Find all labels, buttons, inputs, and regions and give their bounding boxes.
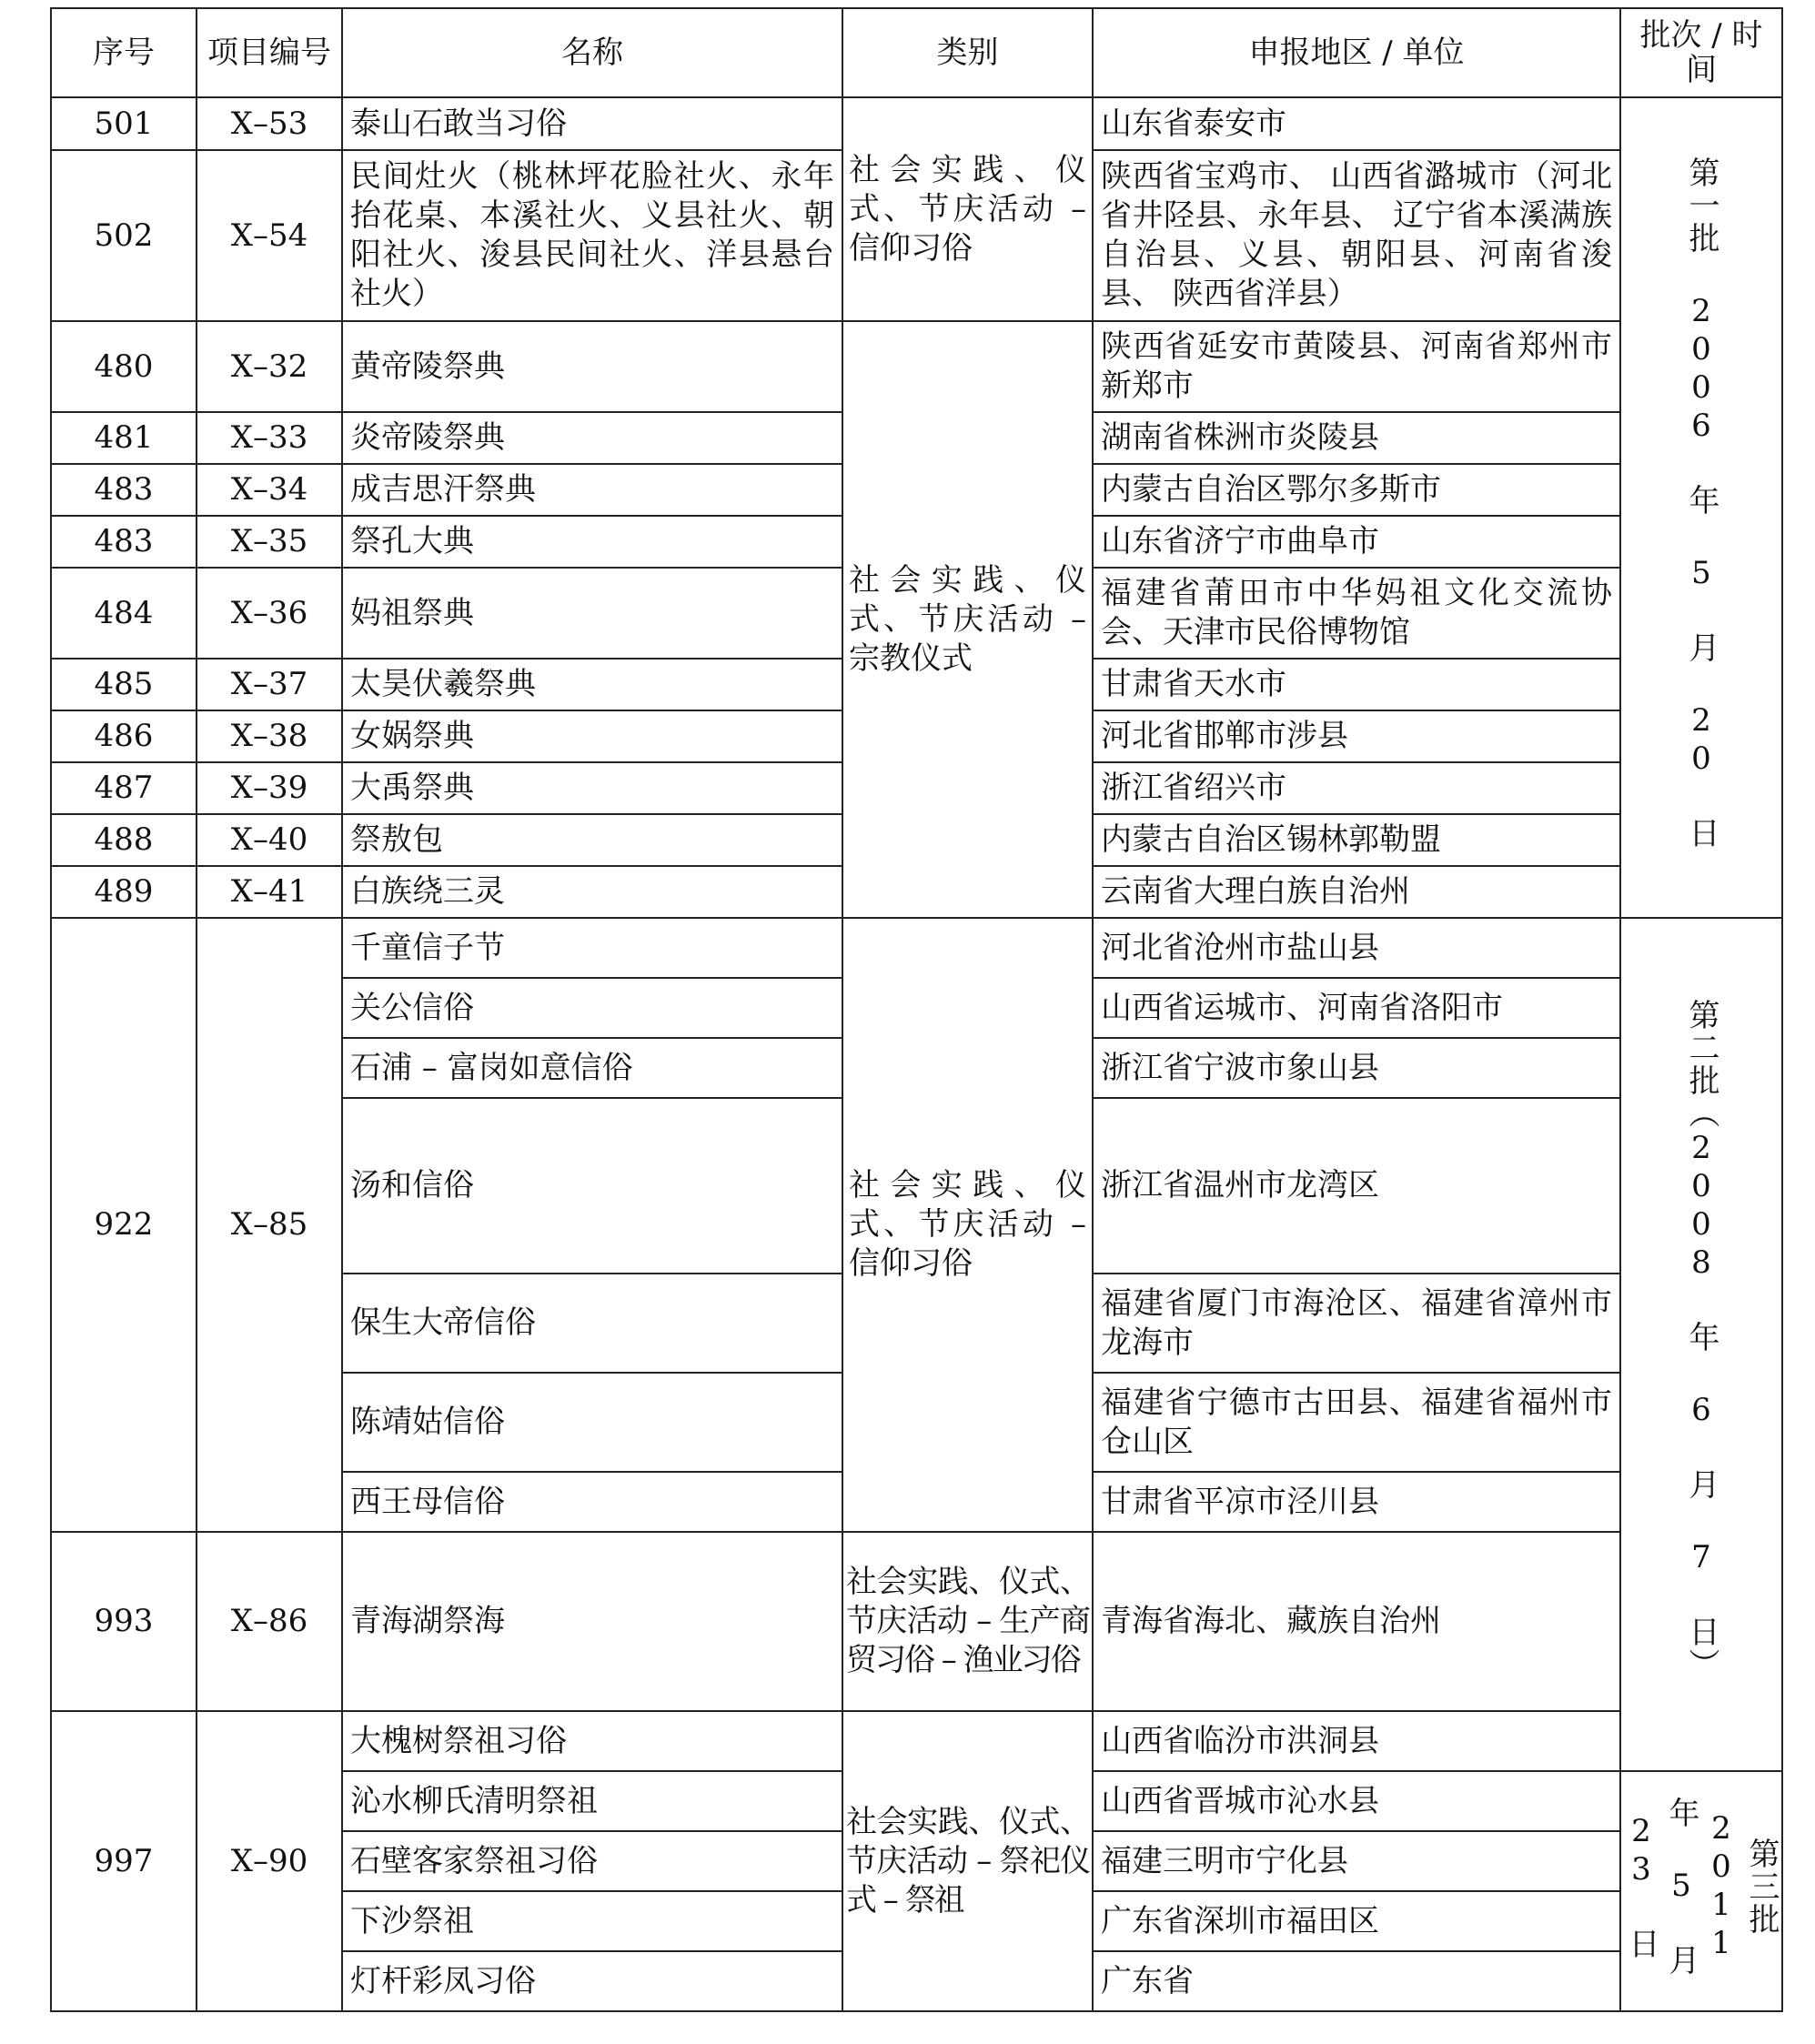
cell-batch bbox=[1620, 97, 1782, 918]
cell-region: 广东省深圳市福田区 bbox=[1093, 1891, 1620, 1951]
cell-name: 灯杆彩凤习俗 bbox=[342, 1951, 842, 2011]
cell-seq: 501 bbox=[51, 97, 197, 150]
cell-region: 湖南省株洲市炎陵县 bbox=[1093, 412, 1620, 464]
cell-region: 福建省莆田市中华妈祖文化交流协会、天津市民俗博物馆 bbox=[1093, 568, 1620, 659]
cell-name: 大禹祭典 bbox=[342, 762, 842, 814]
cell-seq: 486 bbox=[51, 710, 197, 762]
cell-region: 内蒙古自治区鄂尔多斯市 bbox=[1093, 464, 1620, 516]
cell-region: 山西省临汾市洪洞县 bbox=[1093, 1711, 1620, 1771]
cell-name: 关公信俗 bbox=[342, 978, 842, 1038]
cell-region: 云南省大理白族自治州 bbox=[1093, 866, 1620, 918]
cell-region: 福建三明市宁化县 bbox=[1093, 1831, 1620, 1891]
cell-name: 青海湖祭海 bbox=[342, 1532, 842, 1711]
cell-region: 山西省晋城市沁水县 bbox=[1093, 1771, 1620, 1831]
cell-code: X–37 bbox=[197, 659, 342, 710]
cell-code: X–90 bbox=[197, 1711, 342, 2011]
cell-code: X–38 bbox=[197, 710, 342, 762]
cell-region: 甘肃省平凉市泾川县 bbox=[1093, 1472, 1620, 1532]
cell-name: 女娲祭典 bbox=[342, 710, 842, 762]
cell-seq: 993 bbox=[51, 1532, 197, 1711]
cell-name: 石浦 – 富岗如意信俗 bbox=[342, 1038, 842, 1098]
heritage-table bbox=[50, 7, 1783, 2012]
cell-code: X–40 bbox=[197, 814, 342, 866]
cell-code: X–85 bbox=[197, 918, 342, 1532]
cell-name: 汤和信俗 bbox=[342, 1098, 842, 1274]
table-row bbox=[51, 321, 1782, 412]
cell-name: 祭敖包 bbox=[342, 814, 842, 866]
cell-name: 黄帝陵祭典 bbox=[342, 321, 842, 412]
cell-region: 广东省 bbox=[1093, 1951, 1620, 2011]
cell-region: 陕西省延安市黄陵县、河南省郑州市新郑市 bbox=[1093, 321, 1620, 412]
cell-category: 社会实践、仪式、节庆活动 – 生产商贸习俗 – 渔业习俗 bbox=[842, 1532, 1093, 1711]
cell-region: 陕西省宝鸡市、 山西省潞城市（河北省井陉县、永年县、 辽宁省本溪满族自治县、义县、朝阳县、河南省浚县、 陕西省洋县） bbox=[1093, 150, 1620, 321]
cell-region: 浙江省宁波市象山县 bbox=[1093, 1038, 1620, 1098]
cell-code: X–36 bbox=[197, 568, 342, 659]
table-row bbox=[51, 918, 1782, 978]
table-row bbox=[51, 1532, 1782, 1711]
cell-batch bbox=[1620, 1771, 1782, 2011]
header-region: 申报地区 / 单位 bbox=[1093, 8, 1620, 97]
cell-name: 大槐树祭祖习俗 bbox=[342, 1711, 842, 1771]
cell-code: X–33 bbox=[197, 412, 342, 464]
cell-region: 浙江省绍兴市 bbox=[1093, 762, 1620, 814]
cell-code: X–34 bbox=[197, 464, 342, 516]
cell-seq: 922 bbox=[51, 918, 197, 1532]
cell-name: 泰山石敢当习俗 bbox=[342, 97, 842, 150]
cell-region: 甘肃省天水市 bbox=[1093, 659, 1620, 710]
cell-seq: 483 bbox=[51, 464, 197, 516]
cell-region: 山西省运城市、河南省洛阳市 bbox=[1093, 978, 1620, 1038]
cell-code: X–53 bbox=[197, 97, 342, 150]
cell-name: 白族绕三灵 bbox=[342, 866, 842, 918]
cell-code: X–39 bbox=[197, 762, 342, 814]
cell-code: X–41 bbox=[197, 866, 342, 918]
cell-name: 陈靖姑信俗 bbox=[342, 1373, 842, 1472]
cell-name: 妈祖祭典 bbox=[342, 568, 842, 659]
cell-region: 内蒙古自治区锡林郭勒盟 bbox=[1093, 814, 1620, 866]
batch-label: 第二批（2008 年 6 月 7 日） bbox=[1683, 998, 1719, 1681]
header-batch: 批次 / 时间 bbox=[1620, 8, 1782, 97]
table-row bbox=[51, 1711, 1782, 1771]
cell-seq: 502 bbox=[51, 150, 197, 321]
table-row bbox=[51, 97, 1782, 150]
cell-seq: 997 bbox=[51, 1711, 197, 2011]
cell-code: X–32 bbox=[197, 321, 342, 412]
cell-code: X–35 bbox=[197, 516, 342, 568]
cell-region: 山东省济宁市曲阜市 bbox=[1093, 516, 1620, 568]
cell-name: 保生大帝信俗 bbox=[342, 1274, 842, 1373]
cell-region: 浙江省温州市龙湾区 bbox=[1093, 1098, 1620, 1274]
cell-name: 成吉思汗祭典 bbox=[342, 464, 842, 516]
cell-code: X–86 bbox=[197, 1532, 342, 1711]
cell-region: 山东省泰安市 bbox=[1093, 97, 1620, 150]
cell-seq: 487 bbox=[51, 762, 197, 814]
cell-name: 沁水柳氏清明祭祖 bbox=[342, 1771, 842, 1831]
cell-category: 社会实践、仪式、节庆活动 – 信仰习俗 bbox=[842, 918, 1093, 1532]
cell-name: 民间灶火（桃林坪花脸社火、永年抬花桌、本溪社火、义县社火、朝阳社火、浚县民间社火、洋县悬台社火） bbox=[342, 150, 842, 321]
cell-name: 炎帝陵祭典 bbox=[342, 412, 842, 464]
cell-name: 千童信子节 bbox=[342, 918, 842, 978]
header-code: 项目编号 bbox=[197, 8, 342, 97]
cell-name: 祭孔大典 bbox=[342, 516, 842, 568]
header-seq: 序号 bbox=[51, 8, 197, 97]
cell-name: 下沙祭祖 bbox=[342, 1891, 842, 1951]
cell-seq: 489 bbox=[51, 866, 197, 918]
cell-seq: 480 bbox=[51, 321, 197, 412]
header-row bbox=[51, 8, 1782, 97]
cell-seq: 485 bbox=[51, 659, 197, 710]
batch-label: 第一批 2006 年 5 月 20 日 bbox=[1683, 156, 1719, 850]
cell-seq: 481 bbox=[51, 412, 197, 464]
cell-category: 社会实践、仪式、节庆活动 – 祭祀仪式 – 祭祖 bbox=[842, 1711, 1093, 2011]
cell-region: 福建省厦门市海沧区、福建省漳州市龙海市 bbox=[1093, 1274, 1620, 1373]
header-category: 类别 bbox=[842, 8, 1093, 97]
cell-name: 太昊伏羲祭典 bbox=[342, 659, 842, 710]
cell-seq: 484 bbox=[51, 568, 197, 659]
cell-name: 西王母信俗 bbox=[342, 1472, 842, 1532]
cell-region: 福建省宁德市古田县、福建省福州市仓山区 bbox=[1093, 1373, 1620, 1472]
cell-seq: 483 bbox=[51, 516, 197, 568]
cell-seq: 488 bbox=[51, 814, 197, 866]
cell-region: 河北省沧州市盐山县 bbox=[1093, 918, 1620, 978]
cell-category: 社会实践、仪式、节庆活动 – 信仰习俗 bbox=[842, 97, 1093, 321]
cell-category: 社会实践、仪式、节庆活动 – 宗教仪式 bbox=[842, 321, 1093, 918]
batch-label: 第三批 2011 年 5 月 23 日 bbox=[1623, 1796, 1780, 1977]
header-name: 名称 bbox=[342, 8, 842, 97]
cell-code: X–54 bbox=[197, 150, 342, 321]
cell-region: 河北省邯郸市涉县 bbox=[1093, 710, 1620, 762]
cell-batch bbox=[1620, 918, 1782, 1771]
cell-region: 青海省海北、藏族自治州 bbox=[1093, 1532, 1620, 1711]
cell-name: 石壁客家祭祖习俗 bbox=[342, 1831, 842, 1891]
